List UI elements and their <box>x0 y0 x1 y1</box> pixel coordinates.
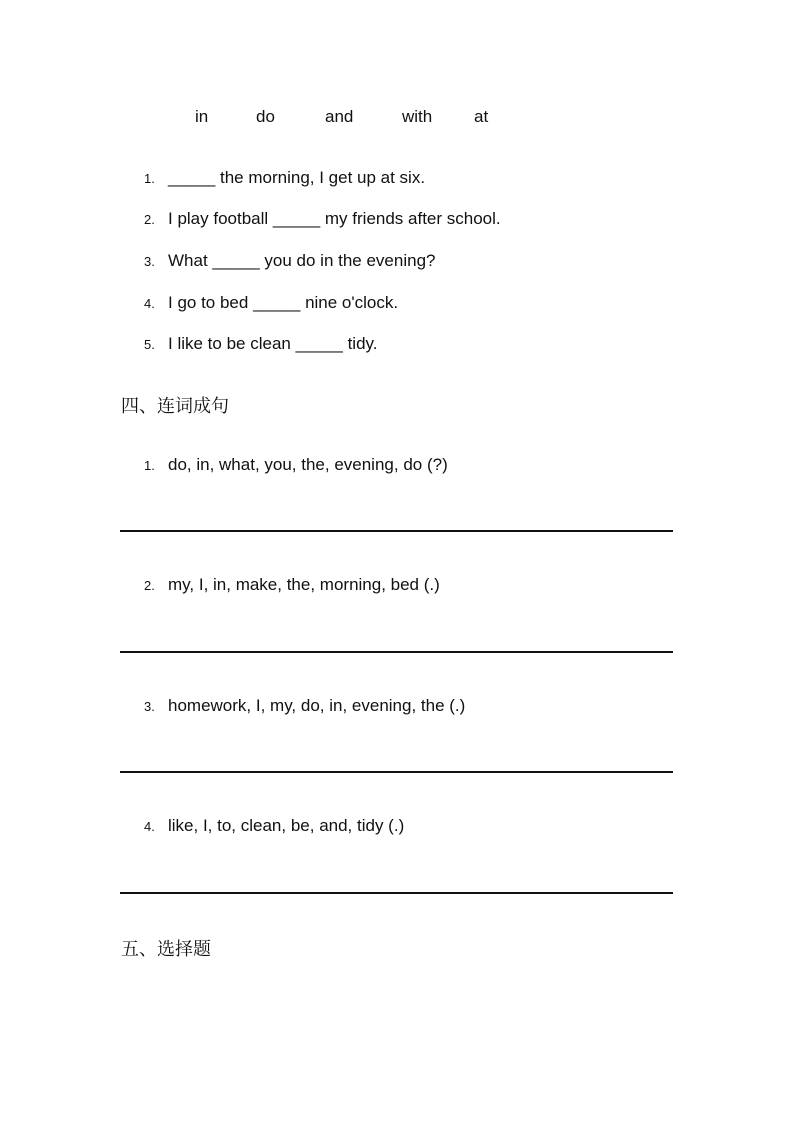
list-item <box>144 293 398 313</box>
list-item <box>144 251 435 271</box>
item-number: 5. <box>144 337 155 352</box>
item-number: 1. <box>144 171 155 186</box>
item-text: my, I, in, make, the, morning, bed (.) <box>168 575 440 594</box>
item-text: _____ the morning, I get up at six. <box>168 168 426 187</box>
word-bank <box>0 107 794 131</box>
item-text: I go to bed _____ nine o'clock. <box>168 293 399 312</box>
item-number: 2. <box>144 578 155 593</box>
list-item <box>144 696 465 716</box>
list-item <box>144 575 440 595</box>
word-bank-word: and <box>325 107 354 126</box>
item-number: 3. <box>144 254 155 269</box>
list-item <box>144 816 404 836</box>
answer-line[interactable] <box>120 651 673 653</box>
list-item <box>144 209 501 229</box>
item-number: 4. <box>144 296 155 311</box>
item-number: 2. <box>144 212 155 227</box>
word-bank-word: with <box>402 107 433 126</box>
list-item <box>144 168 425 188</box>
section-title: 五、选择题 <box>121 939 211 960</box>
word-bank-word: at <box>474 107 489 126</box>
item-number: 3. <box>144 699 155 714</box>
word-bank-word: in <box>195 107 209 126</box>
item-text: homework, I, my, do, in, evening, the (.) <box>168 696 466 715</box>
list-item <box>144 334 378 354</box>
item-text: I play football _____ my friends after school. <box>168 209 501 228</box>
item-text: do, in, what, you, the, evening, do (?) <box>168 455 448 474</box>
item-number: 4. <box>144 819 155 834</box>
item-text: I like to be clean _____ tidy. <box>168 334 378 353</box>
answer-line[interactable] <box>120 530 673 532</box>
answer-line[interactable] <box>120 771 673 773</box>
item-text: like, I, to, clean, be, and, tidy (.) <box>168 816 405 835</box>
answer-line[interactable] <box>120 892 673 894</box>
list-item <box>144 455 448 475</box>
item-number: 1. <box>144 458 155 473</box>
word-bank-word: do <box>256 107 275 126</box>
section-title: 四、连词成句 <box>121 396 229 417</box>
item-text: What _____ you do in the evening? <box>168 251 436 270</box>
